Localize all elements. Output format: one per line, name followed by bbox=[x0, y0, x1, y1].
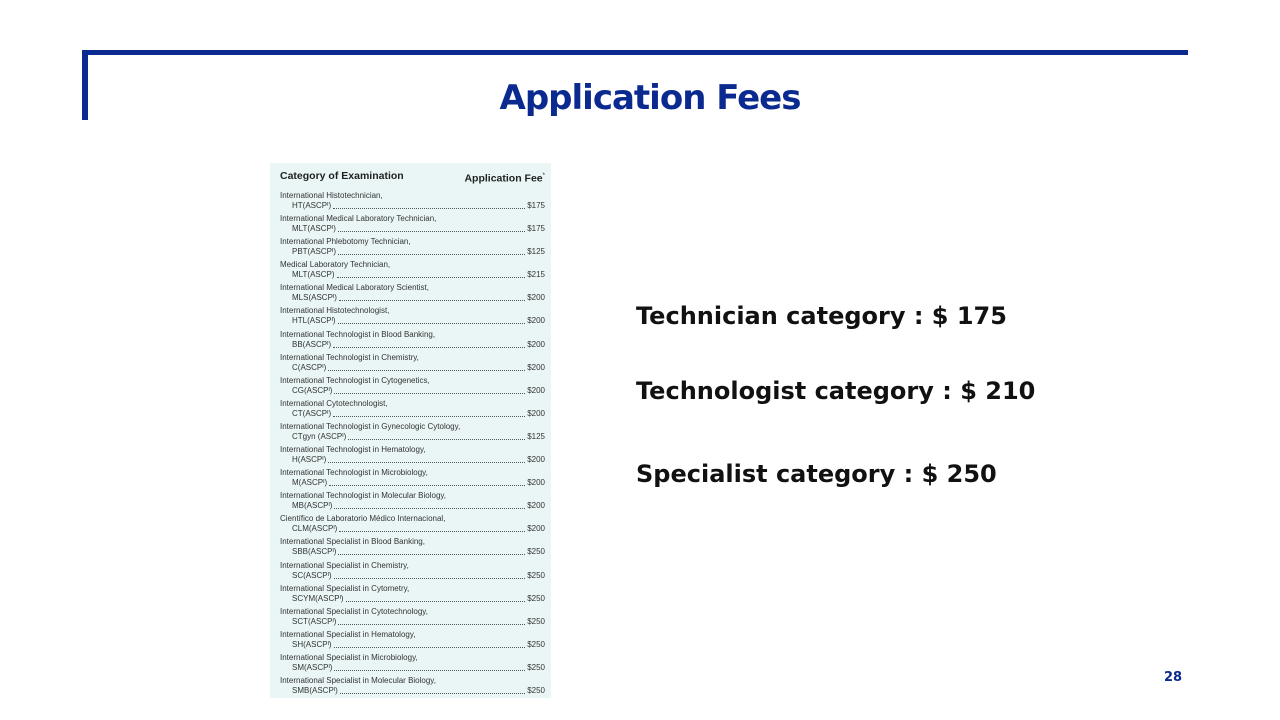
dot-leader bbox=[333, 201, 525, 209]
exam-fee: $200 bbox=[527, 293, 545, 303]
table-row bbox=[280, 445, 545, 468]
exam-abbreviation: SBB(ASCPᴵ) bbox=[292, 547, 337, 557]
exam-name: International Technologist in Chemistry, bbox=[280, 352, 419, 362]
exam-fee: $200 bbox=[527, 524, 545, 534]
exam-fee: $175 bbox=[527, 224, 545, 234]
dot-leader bbox=[339, 293, 525, 301]
table-row bbox=[280, 399, 545, 422]
exam-fee: $200 bbox=[527, 455, 545, 465]
exam-abbreviation: CLM(ASCPᴵ) bbox=[292, 524, 338, 534]
dot-leader bbox=[346, 594, 526, 602]
table-row bbox=[280, 607, 545, 630]
dot-leader bbox=[338, 617, 525, 625]
header-category: Category of Examination bbox=[280, 170, 404, 182]
exam-line bbox=[280, 547, 545, 557]
exam-fee: $200 bbox=[527, 385, 545, 395]
exam-abbreviation: CG(ASCPᴵ) bbox=[292, 385, 333, 395]
table-row bbox=[280, 491, 545, 514]
dot-leader bbox=[334, 663, 525, 671]
dot-leader bbox=[340, 686, 525, 694]
dot-leader bbox=[329, 478, 525, 486]
dot-leader bbox=[334, 501, 525, 509]
exam-fee: $175 bbox=[527, 201, 545, 210]
exam-fee: $250 bbox=[527, 547, 545, 557]
exam-line bbox=[280, 640, 545, 650]
exam-fee: $250 bbox=[527, 616, 545, 626]
exam-name: International Specialist in Cytotechnology, bbox=[280, 606, 428, 616]
exam-abbreviation: SCT(ASCPᴵ) bbox=[292, 616, 337, 626]
exam-name: International Specialist in Microbiology, bbox=[280, 652, 418, 662]
exam-line bbox=[280, 686, 545, 696]
table-row bbox=[280, 330, 545, 353]
exam-name: International Technologist in Cytogenetics, bbox=[280, 375, 430, 385]
dot-leader bbox=[334, 386, 525, 394]
exam-fee: $215 bbox=[527, 270, 545, 280]
exam-abbreviation: MB(ASCPᴵ) bbox=[292, 501, 333, 511]
exam-name: Medical Laboratory Technician, bbox=[280, 260, 391, 270]
table-row bbox=[280, 584, 545, 607]
exam-line bbox=[280, 663, 545, 673]
dot-leader bbox=[338, 547, 525, 555]
exam-fee: $250 bbox=[527, 685, 545, 695]
exam-line bbox=[280, 363, 545, 373]
dot-leader bbox=[348, 432, 525, 440]
exam-fee: $250 bbox=[527, 639, 545, 649]
dot-leader bbox=[333, 409, 525, 417]
exam-line bbox=[280, 224, 545, 234]
exam-line bbox=[280, 340, 545, 350]
exam-abbreviation: MLT(ASCP) bbox=[292, 270, 335, 280]
exam-line bbox=[280, 524, 545, 534]
exam-name: International Specialist in Molecular Biology, bbox=[280, 675, 436, 685]
exam-fee: $125 bbox=[527, 431, 545, 441]
exam-abbreviation: HT(ASCPᴵ) bbox=[292, 201, 332, 210]
table-row bbox=[280, 237, 545, 260]
exam-line bbox=[280, 617, 545, 627]
dot-leader bbox=[333, 340, 525, 348]
table-row bbox=[280, 353, 545, 376]
exam-abbreviation: SCYM(ASCPᴵ) bbox=[292, 593, 344, 603]
table-row bbox=[280, 422, 545, 445]
exam-name: International Technologist in Microbiology, bbox=[280, 468, 428, 478]
technologist-summary: Technologist category : $ 210 bbox=[636, 377, 1036, 405]
exam-name: Científico de Laboratorio Médico Internacional, bbox=[280, 514, 446, 524]
exam-abbreviation: MLT(ASCPᴵ) bbox=[292, 224, 336, 234]
dot-leader bbox=[334, 640, 526, 648]
exam-line bbox=[280, 455, 545, 465]
exam-line bbox=[280, 409, 545, 419]
exam-line bbox=[280, 571, 545, 581]
dot-leader bbox=[338, 224, 525, 232]
exam-fee: $200 bbox=[527, 501, 545, 511]
table-row bbox=[280, 630, 545, 653]
exam-line bbox=[280, 247, 545, 257]
exam-fee: $200 bbox=[527, 408, 545, 418]
dot-leader bbox=[338, 316, 526, 324]
table-row bbox=[280, 214, 545, 237]
exam-line bbox=[280, 432, 545, 442]
exam-line bbox=[280, 386, 545, 396]
exam-line bbox=[280, 316, 545, 326]
exam-abbreviation: SMB(ASCPᴵ) bbox=[292, 685, 338, 695]
exam-line bbox=[280, 201, 545, 211]
page-number: 28 bbox=[1164, 670, 1183, 685]
exam-abbreviation: MLS(ASCPᴵ) bbox=[292, 293, 337, 303]
exam-line bbox=[280, 270, 545, 280]
exam-name: International Specialist in Blood Banking, bbox=[280, 537, 425, 547]
exam-fee: $250 bbox=[527, 662, 545, 672]
header-fee-mark: * bbox=[542, 173, 545, 179]
dot-leader bbox=[337, 270, 526, 278]
exam-abbreviation: C(ASCPᴵ) bbox=[292, 362, 327, 372]
table-row bbox=[280, 376, 545, 399]
dot-leader bbox=[339, 524, 525, 532]
exam-abbreviation: SH(ASCPᴵ) bbox=[292, 639, 332, 649]
exam-line bbox=[280, 478, 545, 488]
table-row bbox=[280, 468, 545, 491]
exam-abbreviation: SC(ASCPᴵ) bbox=[292, 570, 332, 580]
exam-name: International Technologist in Gynecologic Cytology, bbox=[280, 421, 461, 431]
exam-name: International Medical Laboratory Scientist, bbox=[280, 283, 429, 293]
exam-name: International Medical Laboratory Technician, bbox=[280, 214, 437, 224]
exam-name: International Phlebotomy Technician, bbox=[280, 237, 411, 247]
exam-abbreviation: CTgyn (ASCPᴵ) bbox=[292, 431, 347, 441]
title-top-rule bbox=[82, 50, 1188, 55]
specialist-summary: Specialist category : $ 250 bbox=[636, 460, 997, 488]
table-row bbox=[280, 514, 545, 537]
table-row bbox=[280, 653, 545, 676]
exam-fee: $200 bbox=[527, 362, 545, 372]
table-row bbox=[280, 676, 545, 699]
exam-name: International Specialist in Hematology, bbox=[280, 629, 416, 639]
exam-abbreviation: HTL(ASCPᴵ) bbox=[292, 316, 336, 326]
exam-line bbox=[280, 501, 545, 511]
technician-summary: Technician category : $ 175 bbox=[636, 302, 1007, 330]
exam-line bbox=[280, 293, 545, 303]
exam-name: International Technologist in Blood Banking, bbox=[280, 329, 436, 339]
fee-table-header bbox=[280, 169, 545, 191]
exam-abbreviation: SM(ASCPᴵ) bbox=[292, 662, 333, 672]
exam-name: International Histotechnician, bbox=[280, 191, 383, 200]
header-fee-wrap bbox=[464, 169, 545, 191]
slide-title: Application Fees bbox=[499, 78, 801, 118]
exam-fee: $250 bbox=[527, 570, 545, 580]
exam-name: International Technologist in Molecular Biology, bbox=[280, 491, 447, 501]
fee-table bbox=[270, 163, 551, 698]
exam-name: International Cytotechnologist, bbox=[280, 398, 388, 408]
table-row bbox=[280, 260, 545, 283]
dot-leader bbox=[328, 363, 525, 371]
exam-name: International Specialist in Chemistry, bbox=[280, 560, 409, 570]
dot-leader bbox=[334, 571, 526, 579]
exam-abbreviation: H(ASCPᴵ) bbox=[292, 455, 327, 465]
table-row bbox=[280, 561, 545, 584]
exam-fee: $125 bbox=[527, 247, 545, 257]
table-row bbox=[280, 283, 545, 306]
exam-abbreviation: M(ASCPᴵ) bbox=[292, 478, 328, 488]
exam-name: International Specialist in Cytometry, bbox=[280, 583, 410, 593]
dot-leader bbox=[338, 247, 525, 255]
exam-fee: $250 bbox=[527, 593, 545, 603]
fee-table-rows bbox=[280, 191, 545, 699]
table-row bbox=[280, 191, 545, 214]
exam-fee: $200 bbox=[527, 339, 545, 349]
exam-abbreviation: PBT(ASCPᴵ) bbox=[292, 247, 337, 257]
table-row bbox=[280, 537, 545, 560]
dot-leader bbox=[328, 455, 525, 463]
header-fee: Application Fee bbox=[464, 172, 543, 185]
exam-name: International Technologist in Hematology, bbox=[280, 445, 426, 455]
exam-name: International Histotechnologist, bbox=[280, 306, 390, 316]
table-row bbox=[280, 306, 545, 329]
exam-abbreviation: CT(ASCPᴵ) bbox=[292, 408, 332, 418]
exam-fee: $200 bbox=[527, 316, 545, 326]
exam-fee: $200 bbox=[527, 478, 545, 488]
exam-abbreviation: BB(ASCPᴵ) bbox=[292, 339, 332, 349]
exam-line bbox=[280, 594, 545, 604]
